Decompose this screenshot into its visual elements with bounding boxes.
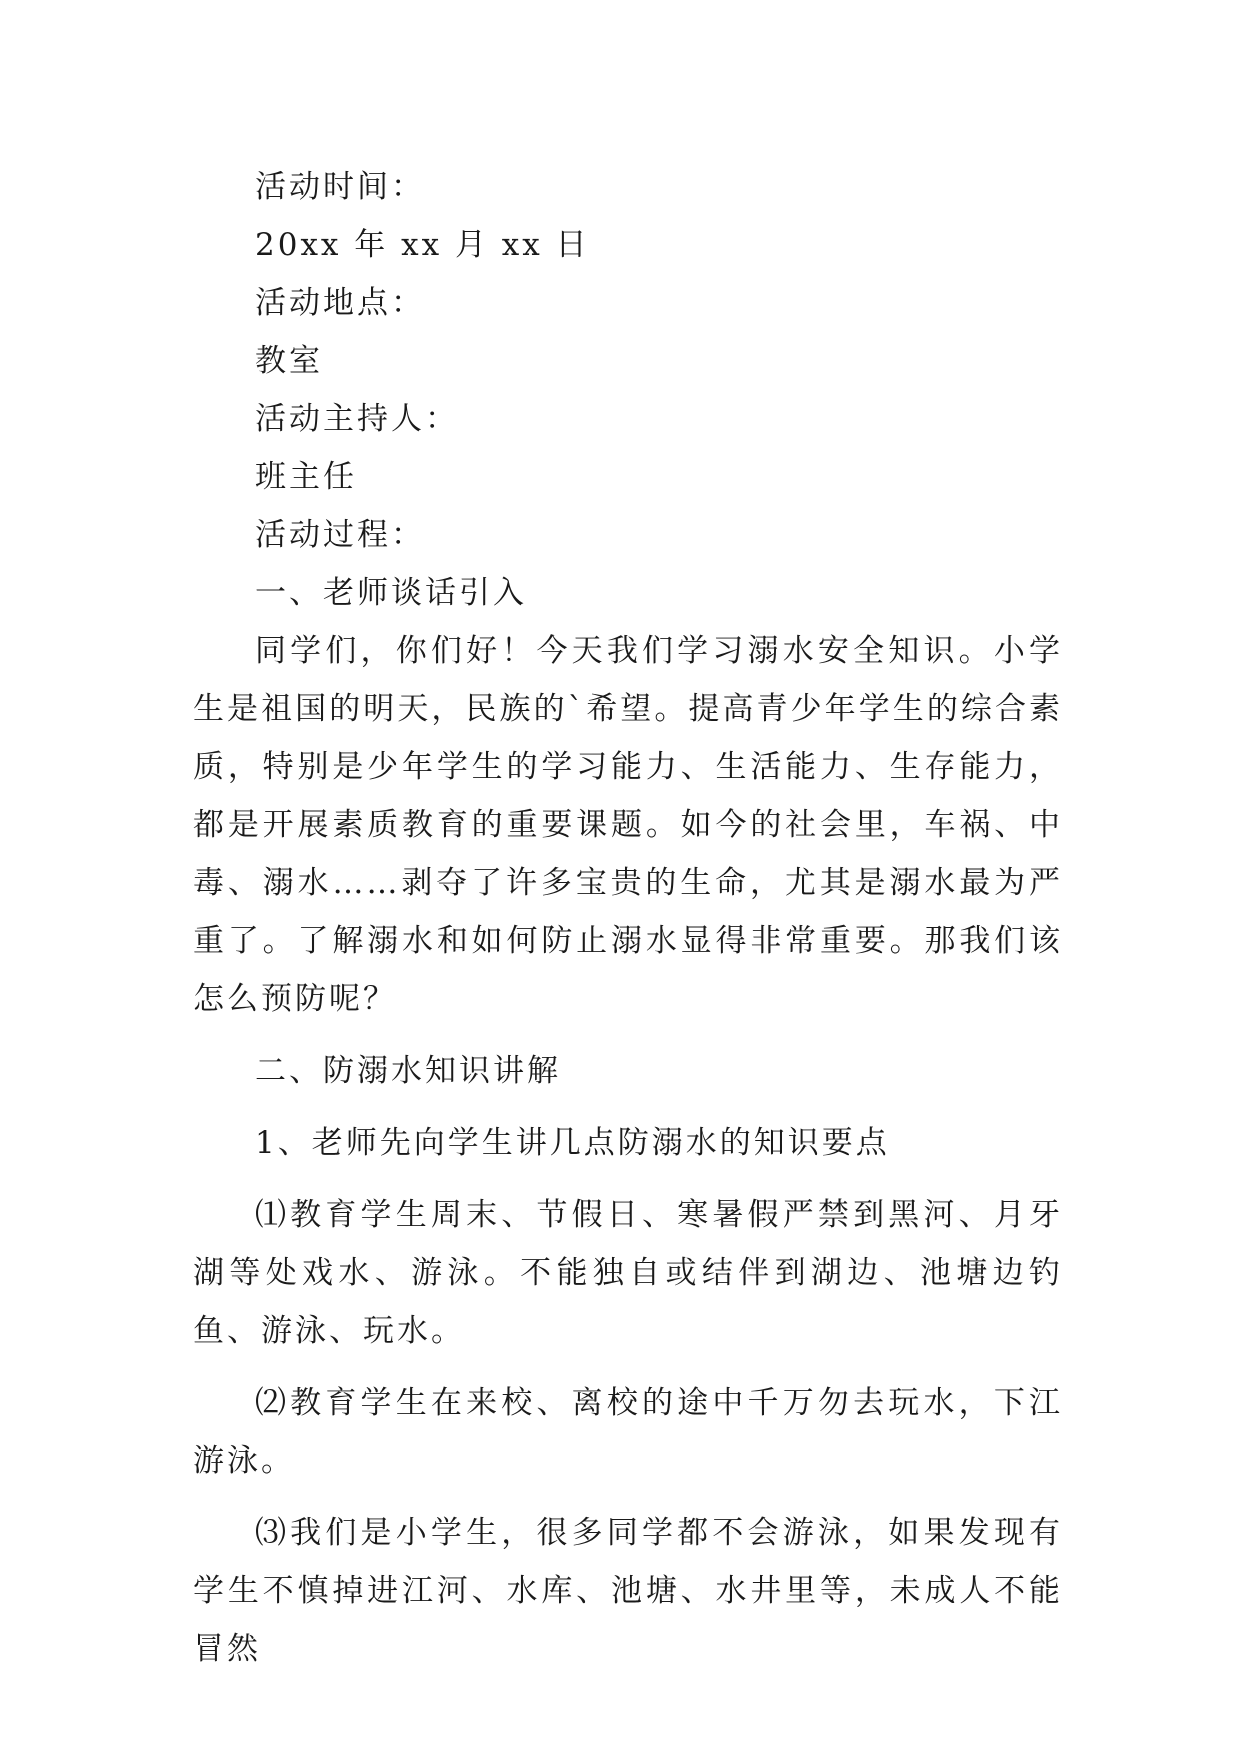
section1-heading: 一、老师谈话引入 (255, 575, 527, 611)
place-value: 教室 (255, 343, 323, 379)
spacer (193, 1490, 1063, 1504)
document-body (193, 158, 1063, 1678)
spacer (193, 1360, 1063, 1374)
spacer (193, 1100, 1063, 1114)
point1-item3: ⑶我们是小学生，很多同学都不会游泳，如果发现有学生不慎掉进江河、水库、池塘、水井里等，未成人不能冒然 (193, 1515, 1063, 1667)
host-label: 活动主持人： (255, 401, 459, 437)
host-value: 班主任 (255, 459, 357, 495)
time-value: 20xx 年 xx 月 xx 日 (255, 227, 590, 263)
section2-heading: 二、防溺水知识讲解 (255, 1053, 561, 1089)
process-label: 活动过程： (255, 517, 425, 553)
point1-heading: 1、老师先向学生讲几点防溺水的知识要点 (255, 1125, 890, 1161)
time-label: 活动时间： (255, 169, 425, 205)
spacer (193, 1172, 1063, 1186)
point1-item2: ⑵教育学生在来校、离校的途中千万勿去玩水，下江游泳。 (193, 1385, 1063, 1479)
point1-item1: ⑴教育学生周末、节假日、寒暑假严禁到黑河、月牙湖等处戏水、游泳。不能独自或结伴到湖边、池塘边钓鱼、游泳、玩水。 (193, 1197, 1063, 1349)
section1-paragraph: 同学们，你们好！今天我们学习溺水安全知识。小学生是祖国的明天，民族的`希望。提高青少年学生的综合素质，特别是少年学生的学习能力、生活能力、生存能力，都是开展素质教育的重要课题。如今的社会里，车祸、中毒、溺水……剥夺了许多宝贵的生命，尤其是溺水最为严重了。了解溺水和如何防止溺水显得非常重要。那我们该怎么预防呢？ (193, 633, 1063, 1017)
place-label: 活动地点： (255, 285, 425, 321)
spacer (193, 1028, 1063, 1042)
